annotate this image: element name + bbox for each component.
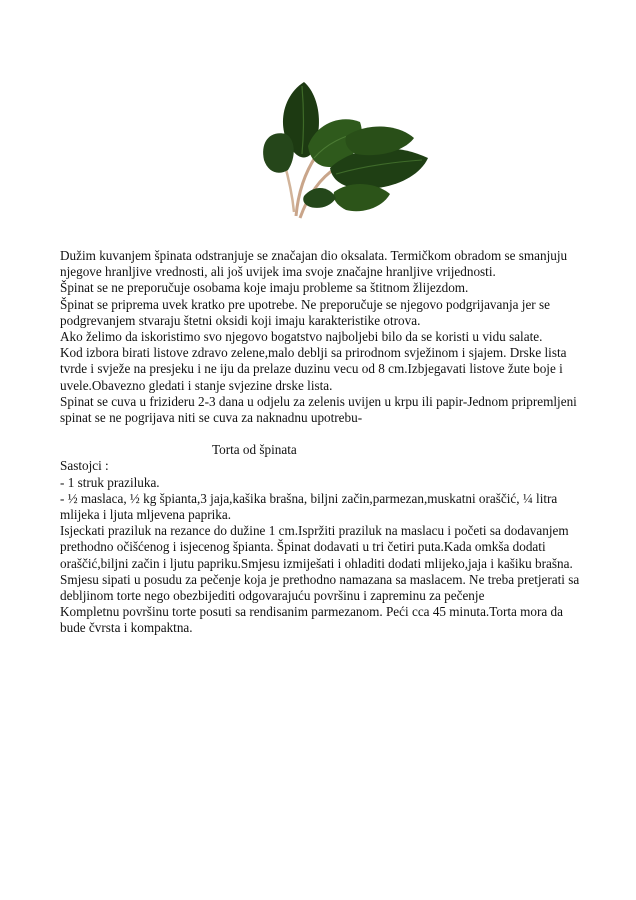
recipe-step: Isjeckati praziluk na rezance do dužine 1 cm.Ispržiti praziluk na maslacu i početi sa dodavanjem prethodno očišćenog i isjecenog špianta. Špinat dodavati u tri četiri puta.Kada omkša dodati oraščić,biljni začin i ljutu papriku.Smjesu izmiješati i ohladiti dodati mlijeko,jaja i kašiku brašna. — [60, 523, 573, 571]
intro-paragraph: Spinat se cuva u frizideru 2-3 dana u odjelu za zelenis uvijen u krpu ili papir-Jednom pripremljeni spinat se ne pogrijava niti se cuva za naknadnu upotrebu- — [60, 393, 577, 426]
intro-paragraph: Dužim kuvanjem špinata odstranjuje se značajan dio oksalata. Termičkom obradom se smanjuju njegove hranljive vrednosti, ali još uvijek ima svoje značajne hranljive vrijednosti. — [60, 248, 568, 280]
intro-paragraph: Špinat se priprema uvek kratko pre upotrebe. Ne preporučuje se njegovo podgrijavanja jer se podgrevanjem stvaraju štetni oksidi koji imaju karakteristike otrova. — [60, 296, 550, 328]
intro-paragraph: Ako želimo da iskoristimo svo njegovo bogatstvo najboljebi bilo da se koristi u vidu salate. — [60, 329, 543, 345]
article-text — [60, 248, 580, 637]
intro-paragraph: Špinat se ne preporučuje osobama koje imaju probleme sa štitnom žlijezdom. — [60, 280, 469, 296]
ingredient-item: - ½ maslaca, ½ kg špianta,3 jaja,kašika brašna, biljni začin,parmezan,muskatni oraščić, ¼ litra mlijeka i ljuta mljevena paprika. — [60, 490, 558, 523]
recipe-step: Smjesu sipati u posudu za pečenje koja je prethodno namazana sa maslacem. Ne treba pretjerati sa debljinom torte nego obezbijediti odgovarajuću površinu i zapreminu za pečenje — [60, 571, 580, 604]
recipe-step: Kompletnu površinu torte posuti sa rendisanim parmezanom. Peći cca 45 minuta.Torta mora da bude čvrsta i kompaktna. — [60, 604, 563, 636]
ingredient-item: - 1 struk praziluka. — [60, 474, 160, 490]
recipe-title: Torta od špinata — [212, 442, 297, 458]
intro-paragraph: Kod izbora birati listove zdravo zelene,malo deblji sa prirodnom svježinom i sjajem. Drske lista tvrde i svježe na presjeku i ne iju da prelaze duzinu vecu od 8 cm.Izbjegavati listove žute boje i uvele.Obavezno gledati i stanje svjezine drske lista. — [60, 345, 567, 393]
spacer — [60, 426, 580, 442]
ingredients-heading: Sastojci : — [60, 458, 109, 474]
spinach-leaves-image — [258, 76, 434, 230]
